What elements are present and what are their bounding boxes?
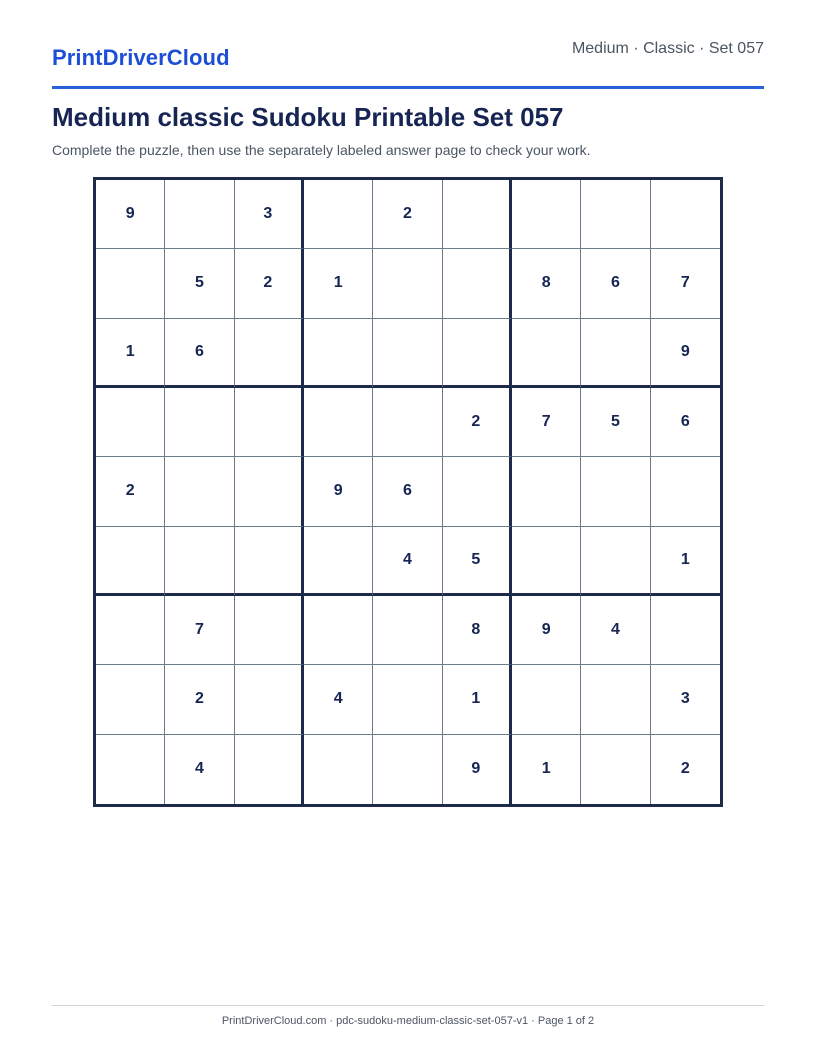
given-cell: 1 bbox=[651, 527, 720, 596]
given-cell: 2 bbox=[165, 665, 234, 734]
empty-cell bbox=[304, 388, 373, 457]
given-cell: 6 bbox=[165, 319, 234, 388]
given-cell: 1 bbox=[443, 665, 512, 734]
empty-cell bbox=[581, 319, 650, 388]
empty-cell bbox=[235, 319, 304, 388]
given-cell: 8 bbox=[512, 249, 581, 318]
empty-cell bbox=[651, 596, 720, 665]
given-cell: 5 bbox=[443, 527, 512, 596]
given-cell: 2 bbox=[235, 249, 304, 318]
given-cell: 4 bbox=[165, 735, 234, 804]
empty-cell bbox=[165, 388, 234, 457]
empty-cell bbox=[512, 457, 581, 526]
empty-cell bbox=[165, 527, 234, 596]
given-cell: 6 bbox=[373, 457, 442, 526]
empty-cell bbox=[235, 596, 304, 665]
given-cell: 7 bbox=[651, 249, 720, 318]
empty-cell bbox=[304, 596, 373, 665]
puzzle-meta: Medium · Classic · Set 057 bbox=[571, 40, 764, 57]
given-cell: 4 bbox=[373, 527, 442, 596]
given-cell: 6 bbox=[651, 388, 720, 457]
given-cell: 1 bbox=[96, 319, 165, 388]
given-cell: 9 bbox=[96, 180, 165, 249]
empty-cell bbox=[304, 527, 373, 596]
given-cell: 2 bbox=[373, 180, 442, 249]
empty-cell bbox=[304, 735, 373, 804]
empty-cell bbox=[235, 388, 304, 457]
empty-cell bbox=[651, 180, 720, 249]
empty-cell bbox=[373, 665, 442, 734]
given-cell: 9 bbox=[512, 596, 581, 665]
empty-cell bbox=[581, 665, 650, 734]
sudoku-grid bbox=[93, 177, 723, 807]
empty-cell bbox=[581, 735, 650, 804]
empty-cell bbox=[96, 249, 165, 318]
brand-logo: PrintDriverCloud bbox=[52, 45, 230, 70]
empty-cell bbox=[373, 249, 442, 318]
given-cell: 3 bbox=[235, 180, 304, 249]
page-footer: PrintDriverCloud.com · pdc-sudoku-medium-classic-set-057-v1 · Page 1 of 2 bbox=[52, 1005, 764, 1027]
empty-cell bbox=[165, 180, 234, 249]
empty-cell bbox=[512, 527, 581, 596]
empty-cell bbox=[443, 249, 512, 318]
empty-cell bbox=[304, 180, 373, 249]
given-cell: 4 bbox=[581, 596, 650, 665]
given-cell: 4 bbox=[304, 665, 373, 734]
given-cell: 5 bbox=[165, 249, 234, 318]
given-cell: 9 bbox=[651, 319, 720, 388]
empty-cell bbox=[512, 665, 581, 734]
given-cell: 2 bbox=[96, 457, 165, 526]
empty-cell bbox=[235, 457, 304, 526]
empty-cell bbox=[235, 527, 304, 596]
empty-cell bbox=[235, 735, 304, 804]
empty-cell bbox=[651, 457, 720, 526]
empty-cell bbox=[443, 457, 512, 526]
empty-cell bbox=[165, 457, 234, 526]
given-cell: 6 bbox=[581, 249, 650, 318]
given-cell: 7 bbox=[512, 388, 581, 457]
empty-cell bbox=[96, 596, 165, 665]
empty-cell bbox=[235, 665, 304, 734]
given-cell: 8 bbox=[443, 596, 512, 665]
given-cell: 2 bbox=[443, 388, 512, 457]
empty-cell bbox=[304, 319, 373, 388]
empty-cell bbox=[96, 735, 165, 804]
empty-cell bbox=[581, 180, 650, 249]
page-title: Medium classic Sudoku Printable Set 057 bbox=[52, 102, 564, 132]
empty-cell bbox=[581, 457, 650, 526]
empty-cell bbox=[96, 388, 165, 457]
given-cell: 1 bbox=[304, 249, 373, 318]
empty-cell bbox=[373, 388, 442, 457]
empty-cell bbox=[96, 527, 165, 596]
empty-cell bbox=[581, 527, 650, 596]
empty-cell bbox=[96, 665, 165, 734]
empty-cell bbox=[373, 319, 442, 388]
given-cell: 5 bbox=[581, 388, 650, 457]
empty-cell bbox=[512, 319, 581, 388]
empty-cell bbox=[443, 319, 512, 388]
empty-cell bbox=[443, 180, 512, 249]
given-cell: 9 bbox=[443, 735, 512, 804]
given-cell: 7 bbox=[165, 596, 234, 665]
page-header bbox=[52, 38, 764, 89]
page-subtitle: Complete the puzzle, then use the separately labeled answer page to check your work. bbox=[52, 142, 591, 158]
given-cell: 9 bbox=[304, 457, 373, 526]
empty-cell bbox=[512, 180, 581, 249]
given-cell: 1 bbox=[512, 735, 581, 804]
empty-cell bbox=[373, 735, 442, 804]
empty-cell bbox=[373, 596, 442, 665]
given-cell: 3 bbox=[651, 665, 720, 734]
given-cell: 2 bbox=[680, 760, 690, 778]
